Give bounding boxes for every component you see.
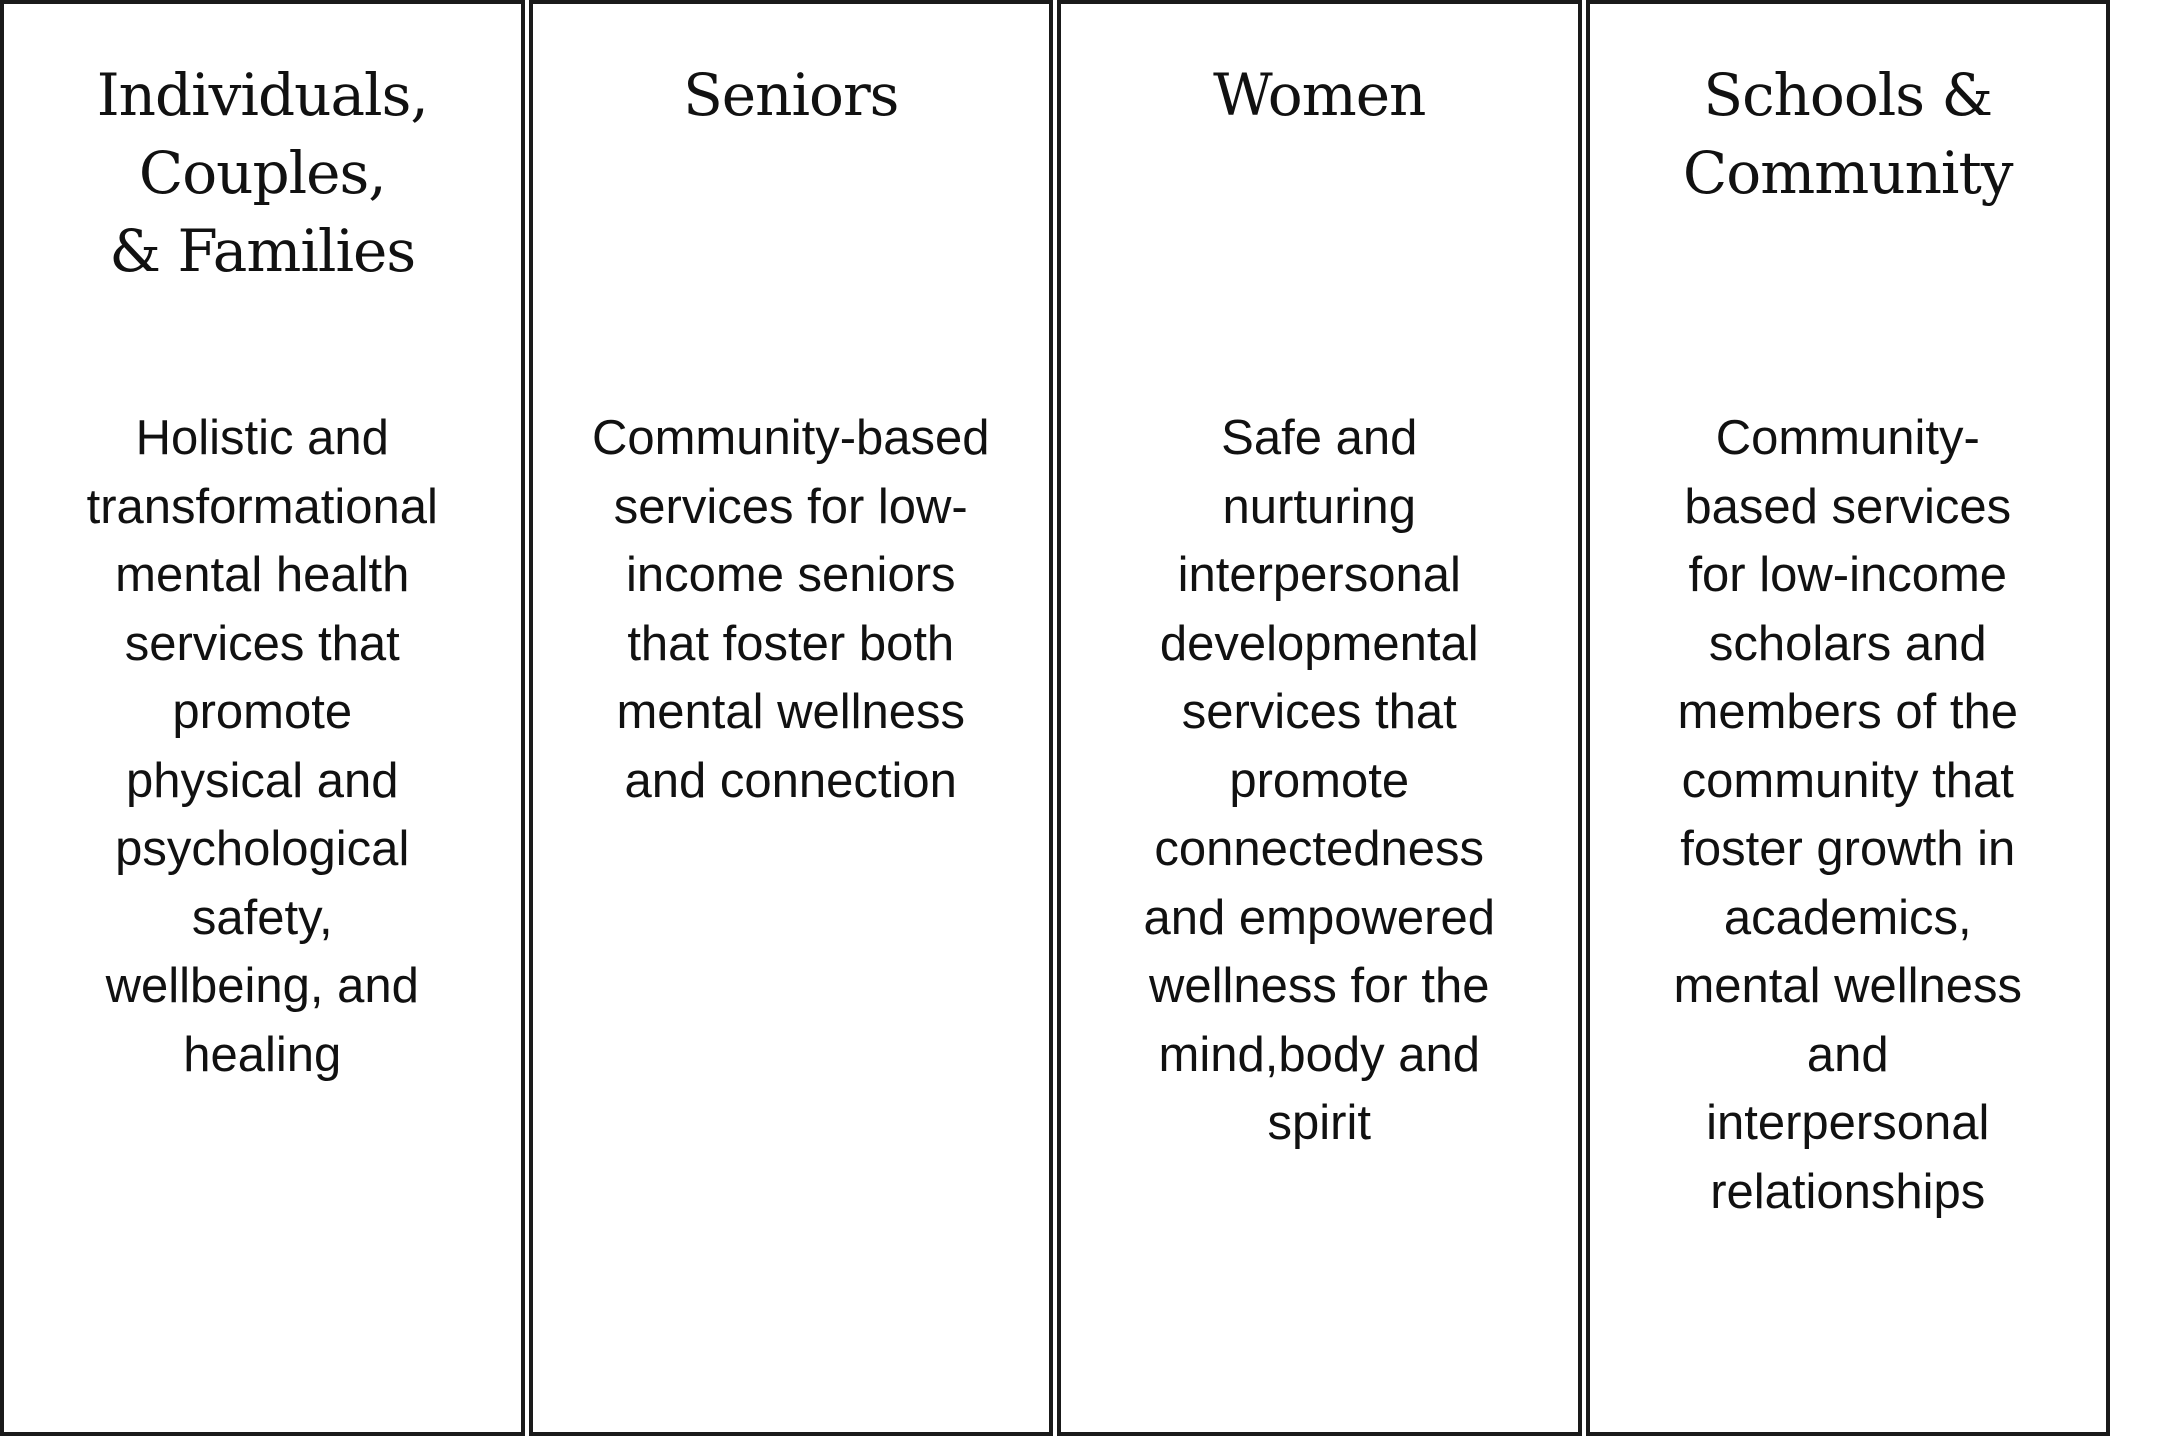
column-individuals-couples-families (0, 0, 525, 1436)
column-description: Community-based services for low- income seniors that foster both mental wellness and connection (591, 411, 990, 808)
column-seniors (529, 0, 1054, 1436)
column-description: Community- based services for low-income scholars and members of the community that foster growth in academics, mental wellness and interpersonal relationships (1673, 411, 2023, 1219)
column-description: Holistic and transformational mental health services that promote physical and psychological safety, wellbeing, and healing (86, 411, 438, 1082)
column-description: Safe and nurturing interpersonal developmental services that promote connectedness and empowered wellness for the mind,body and spirit (1143, 411, 1495, 1150)
column-title: Seniors (683, 61, 899, 129)
column-schools-community (1586, 0, 2111, 1436)
column-women (1057, 0, 1582, 1436)
column-title: Women (1213, 61, 1426, 129)
column-title: Schools & Community (1682, 61, 2013, 207)
column-title: Individuals, Couples, & Families (96, 61, 428, 285)
